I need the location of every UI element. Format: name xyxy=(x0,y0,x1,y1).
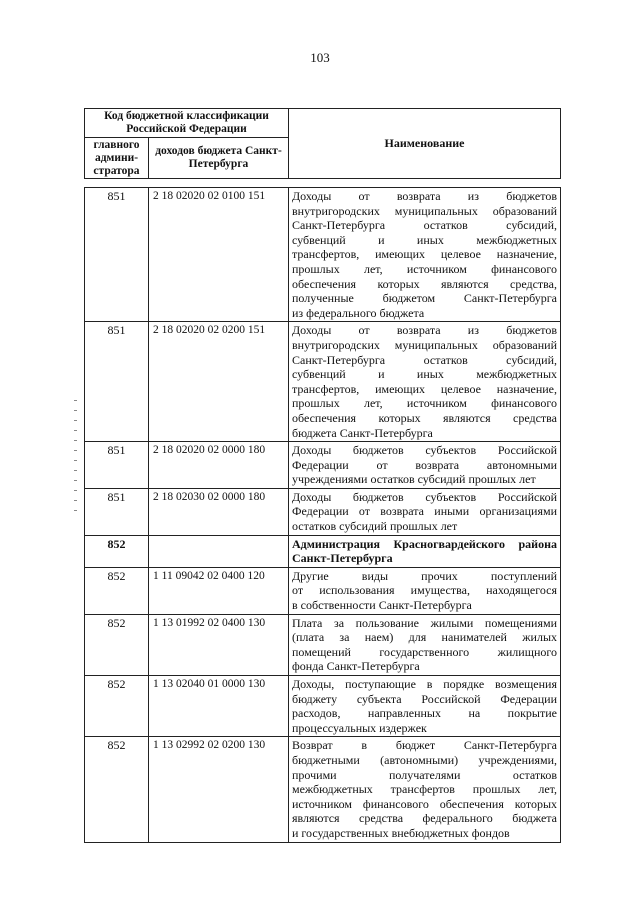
table-row xyxy=(85,567,561,614)
item-name-line: обеспечения которых являются средства xyxy=(292,410,557,425)
item-name-line: внутригородских муниципальных образований xyxy=(292,337,557,352)
item-name-line: Санкт-Петербурга остатков субсидий, xyxy=(292,352,557,367)
margin-marks xyxy=(74,400,78,530)
item-name-line: Возврат в бюджет Санкт-Петербурга xyxy=(292,738,557,753)
item-name xyxy=(289,188,561,322)
table-header xyxy=(84,108,561,179)
item-name xyxy=(289,737,561,842)
item-name xyxy=(289,614,561,675)
item-name-line: процессуальных издержек xyxy=(292,720,427,735)
item-name-line: Санкт-Петербурга xyxy=(292,551,393,566)
item-name-line: трансфертов, имеющих целевое назначение, xyxy=(292,381,557,396)
item-name-line: (плата за наем) для нанимателей жилых xyxy=(292,630,557,645)
item-name xyxy=(289,442,561,489)
table-row xyxy=(85,488,561,535)
item-name-line: бюджетными (автономными) учреждениями, xyxy=(292,752,557,767)
item-name-line: внутригородских муниципальных образований xyxy=(292,203,557,218)
item-name-line: обеспечения которых являются средства, xyxy=(292,276,557,291)
income-code: 1 13 02992 02 0200 130 xyxy=(149,737,289,842)
income-code: 1 13 02040 01 0000 130 xyxy=(149,676,289,737)
admin-code: 852 xyxy=(85,567,149,614)
item-name-line: Доходы, поступающие в порядке возмещения xyxy=(292,677,557,691)
item-name-line: прочими получателями остатков xyxy=(292,767,557,782)
header-code-group: Код бюджетной классификации Российской Федерации xyxy=(85,109,289,138)
table-row xyxy=(85,737,561,842)
table-row xyxy=(85,188,561,322)
item-name-line: из федерального бюджета xyxy=(292,305,425,320)
table-row xyxy=(85,535,561,567)
table-row xyxy=(85,676,561,737)
item-name-line: полученные бюджетом Санкт-Петербурга xyxy=(292,291,557,306)
table-row xyxy=(85,614,561,675)
item-name-line: фонда Санкт-Петербурга xyxy=(292,659,420,674)
item-name-line: и государственных внебюджетных фондов xyxy=(292,825,510,840)
item-name xyxy=(289,322,561,442)
item-name-line: от использования имущества, находящегося xyxy=(292,583,557,598)
income-code: 2 18 02020 02 0100 151 xyxy=(149,188,289,322)
income-code: 1 13 01992 02 0400 130 xyxy=(149,614,289,675)
admin-code: 851 xyxy=(85,488,149,535)
item-name-line: в собственности Санкт-Петербурга xyxy=(292,598,472,613)
header-name: Наименование xyxy=(289,109,561,179)
admin-code: 852 xyxy=(85,614,149,675)
admin-code: 852 xyxy=(85,737,149,842)
page-number: 103 xyxy=(310,50,330,65)
item-name-line: расходов, направленных на покрытие xyxy=(292,706,557,721)
item-name-line: остатков субсидий прошлых лет xyxy=(292,519,458,534)
item-name-line: прошлых лет, источником финансового xyxy=(292,396,557,411)
item-name-line: Другие виды прочих поступлений xyxy=(292,568,557,583)
admin-code: 851 xyxy=(85,322,149,442)
admin-code: 852 xyxy=(85,535,149,567)
item-name-line: Доходы от возврата из бюджетов xyxy=(292,323,557,338)
item-name-line: Плата за пользование жилыми помещениями xyxy=(292,615,557,630)
item-name-line: субвенций и иных межбюджетных xyxy=(292,367,557,382)
item-name-line: Доходы бюджетов субъектов Российской xyxy=(292,443,557,458)
item-name-line: Доходы от возврата из бюджетов xyxy=(292,189,557,203)
header-income: доходов бюджета Санкт-Петербурга xyxy=(149,138,289,179)
item-name-line: источником финансового обеспечения которых xyxy=(292,796,557,811)
item-name xyxy=(289,676,561,737)
item-name-line: Доходы бюджетов субъектов Российской xyxy=(292,489,557,504)
income-code: 2 18 02020 02 0200 151 xyxy=(149,322,289,442)
income-code: 2 18 02030 02 0000 180 xyxy=(149,488,289,535)
income-code: 1 11 09042 02 0400 120 xyxy=(149,567,289,614)
table-row xyxy=(85,322,561,442)
item-name-line: Администрация Красногвардейского района xyxy=(292,536,557,551)
item-name-line: межбюджетных трансфертов прошлых лет, xyxy=(292,782,557,797)
item-name xyxy=(289,535,561,567)
admin-code: 851 xyxy=(85,188,149,322)
income-code xyxy=(149,535,289,567)
item-name xyxy=(289,567,561,614)
item-name-line: помещений государственного жилищного xyxy=(292,644,557,659)
item-name-line: учреждениями остатков субсидий прошлых лет xyxy=(292,472,536,487)
item-name xyxy=(289,488,561,535)
admin-code: 852 xyxy=(85,676,149,737)
table-row xyxy=(85,442,561,489)
income-code: 2 18 02020 02 0000 180 xyxy=(149,442,289,489)
item-name-line: Федерации от возврата автономными xyxy=(292,457,557,472)
header-admin: главного админи-стратора xyxy=(85,138,149,179)
data-table xyxy=(84,187,561,843)
item-name-line: субвенций и иных межбюджетных xyxy=(292,232,557,247)
item-name-line: Санкт-Петербурга остатков субсидий, xyxy=(292,218,557,233)
item-name-line: бюджету субъекта Российской Федерации xyxy=(292,691,557,706)
item-name-line: являются средства федерального бюджета xyxy=(292,811,557,826)
item-name-line: Федерации от возврата иными организациями xyxy=(292,504,557,519)
item-name-line: трансфертов, имеющих целевое назначение, xyxy=(292,247,557,262)
item-name-line: прошлых лет, источником финансового xyxy=(292,261,557,276)
item-name-line: бюджета Санкт-Петербурга xyxy=(292,425,433,440)
admin-code: 851 xyxy=(85,442,149,489)
